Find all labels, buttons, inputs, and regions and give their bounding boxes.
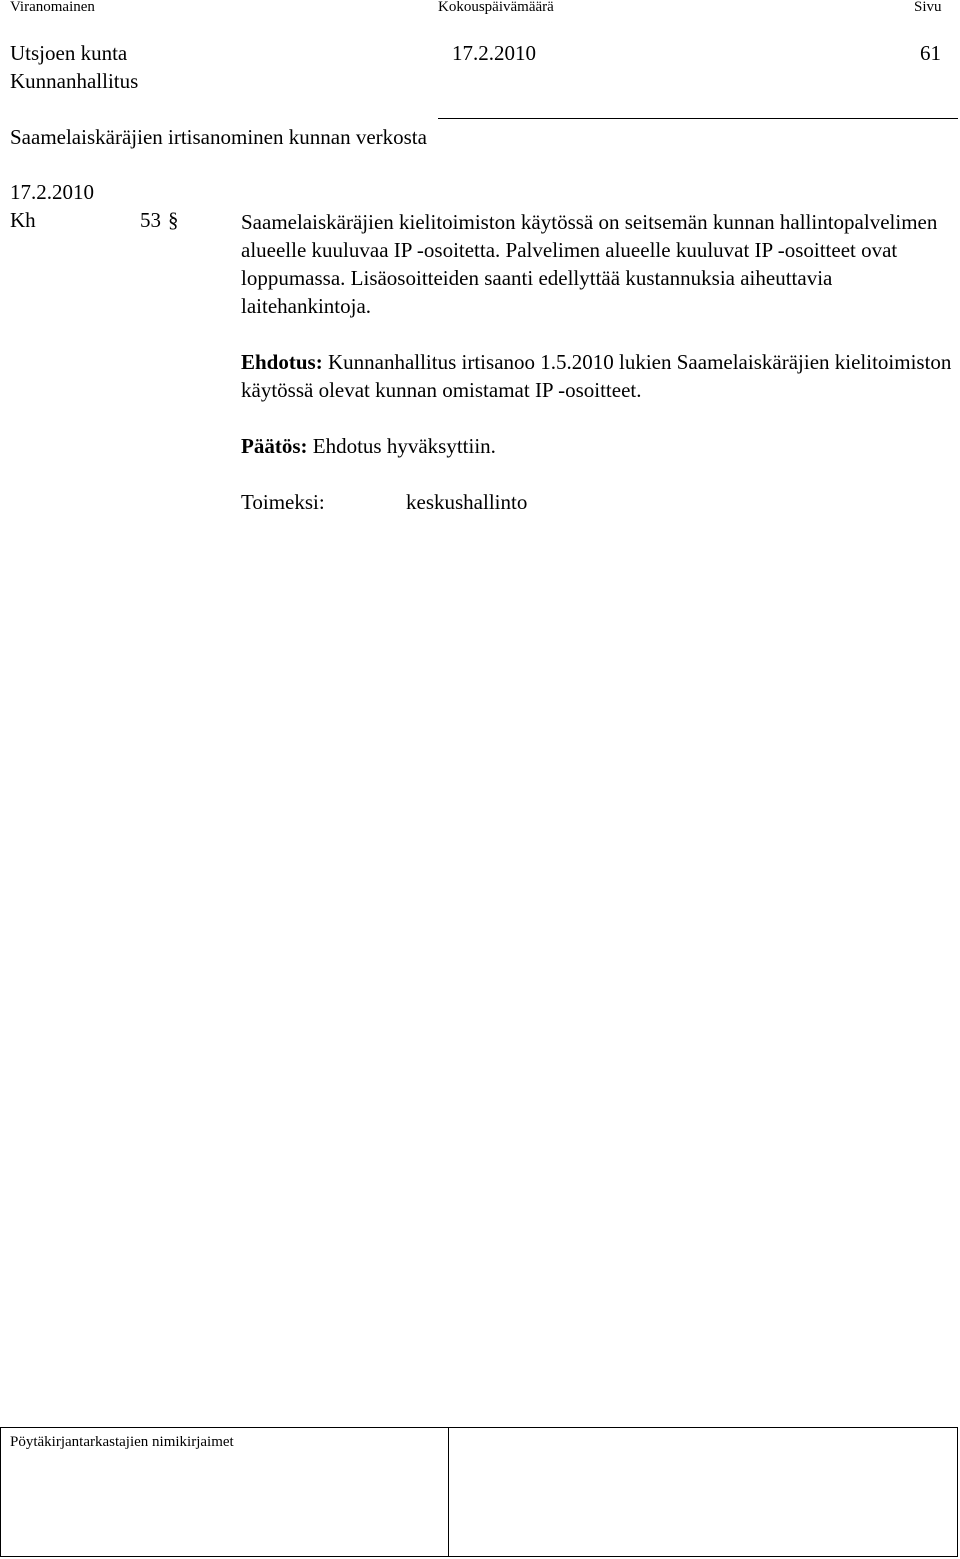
item-content bbox=[241, 208, 953, 516]
action-text: keskushallinto bbox=[406, 490, 528, 514]
proposal-label: Ehdotus: bbox=[241, 350, 323, 374]
item-title: Saamelaiskäräjien irtisanominen kunnan verkosta bbox=[10, 125, 427, 149]
item-description: Saamelaiskäräjien kielitoimiston käytössä on seitsemän kunnan hallintopalvelimen alueelle kuuluvaa IP -osoitetta. Palvelimen alueelle kuuluvat IP -osoitteet ovat loppumassa. Lisäosoitteiden saanti edellyttää kustannuksia aiheuttavia laitehankintoja. bbox=[241, 210, 938, 318]
governing-body: Kunnanhallitus bbox=[10, 69, 139, 93]
proposal-text: Kunnanhallitus irtisanoo 1.5.2010 lukien Saamelaiskäräjien kielitoimiston käytössä olevat kunnan omistamat IP -osoitteet. bbox=[241, 350, 952, 402]
header-label-authority: Viranomainen bbox=[10, 0, 95, 15]
signature-divider bbox=[448, 1428, 449, 1556]
decision-paragraph bbox=[241, 432, 953, 460]
header-label-meeting-date: Kokouspäivämäärä bbox=[438, 0, 554, 15]
section-symbol: § bbox=[168, 208, 179, 232]
header-label-page: Sivu bbox=[914, 0, 942, 15]
meeting-date: 17.2.2010 bbox=[452, 41, 536, 65]
signature-label: Pöytäkirjantarkastajien nimikirjaimet bbox=[10, 1434, 234, 1450]
decision-label: Päätös: bbox=[241, 434, 308, 458]
organization-name: Utsjoen kunta bbox=[10, 41, 128, 65]
header-rule bbox=[438, 118, 958, 119]
proposal-paragraph bbox=[241, 348, 953, 404]
item-number: 53 bbox=[140, 208, 161, 232]
signature-box bbox=[0, 1427, 958, 1557]
action-paragraph bbox=[241, 488, 953, 516]
item-body-abbr: Kh bbox=[10, 208, 36, 232]
decision-text: Ehdotus hyväksyttiin. bbox=[307, 434, 496, 458]
action-label: Toimeksi: bbox=[241, 490, 325, 514]
page-number: 61 bbox=[920, 41, 941, 65]
item-date: 17.2.2010 bbox=[10, 180, 94, 204]
